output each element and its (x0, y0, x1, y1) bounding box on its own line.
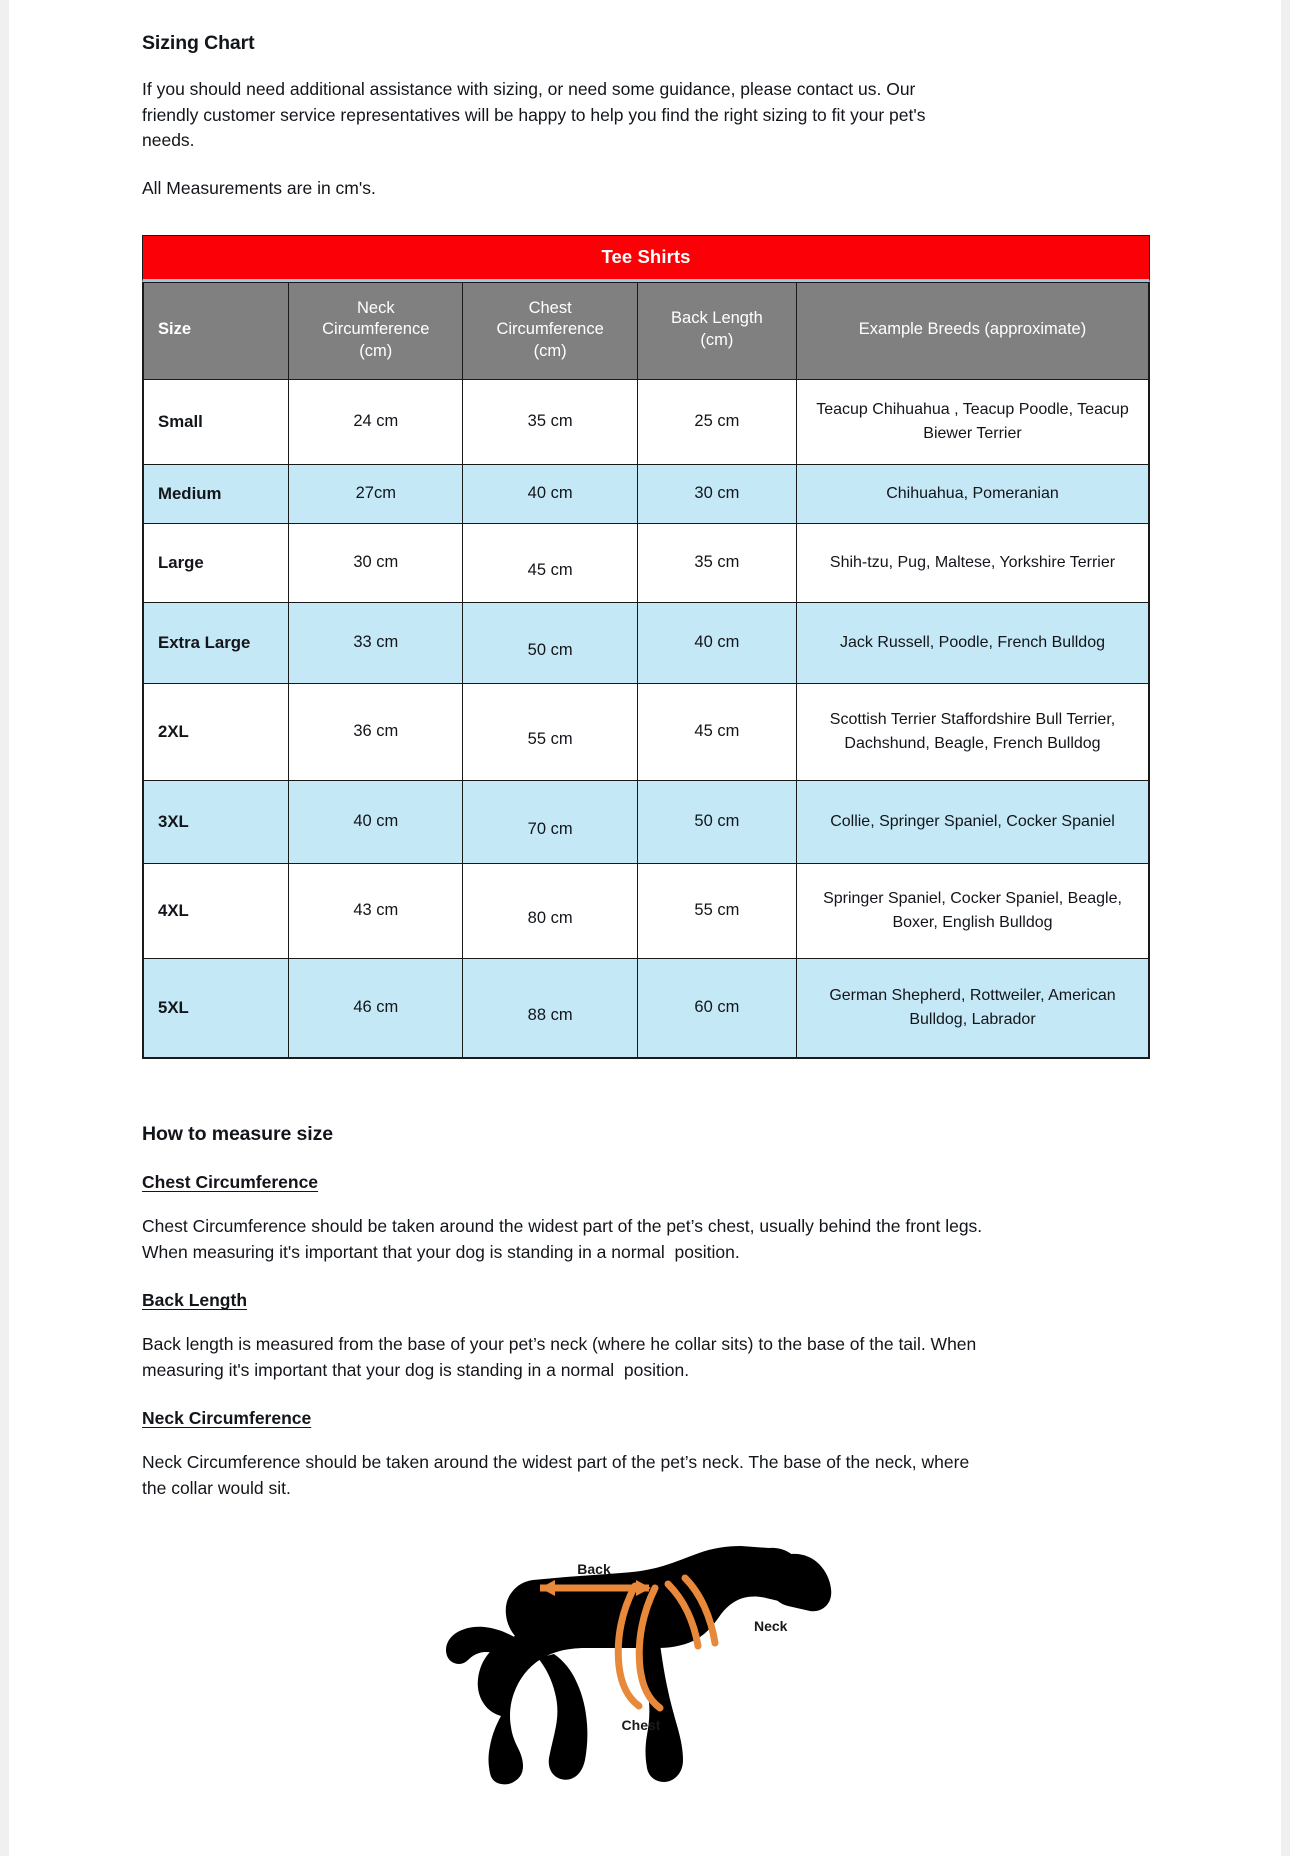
cell-chest: 88 cm (463, 959, 637, 1058)
sizing-table-wrap (142, 282, 1150, 1059)
column-header-neck-line1: Neck (356, 298, 395, 317)
cell-breeds: German Shepherd, Rottweiler, American Bulldog, Labrador (796, 959, 1148, 1058)
cell-neck: 40 cm (289, 781, 463, 864)
cell-breeds: Scottish Terrier Staffordshire Bull Terrier, Dachshund, Beagle, French Bulldog (796, 684, 1148, 781)
column-header-back-line2: (cm) (700, 331, 734, 350)
cell-neck: 46 cm (289, 959, 463, 1058)
table-header (144, 283, 1149, 380)
cell-neck: 36 cm (289, 684, 463, 781)
column-header-size: Size (144, 283, 289, 380)
cell-neck: 33 cm (289, 603, 463, 684)
section-heading-chest-label: Chest Circumference (142, 1172, 319, 1193)
cell-size: 4XL (144, 864, 289, 959)
section-heading-neck-label: Neck Circumference (142, 1408, 312, 1429)
diagram-label-chest: Chest (621, 1717, 661, 1734)
cell-size: Medium (144, 465, 289, 524)
cell-size: Extra Large (144, 603, 289, 684)
cell-size: 3XL (144, 781, 289, 864)
column-header-back-line1: Back Length (671, 309, 763, 328)
section-heading-back (142, 1290, 1150, 1311)
cell-back-length: 60 cm (637, 959, 796, 1058)
table-header-row (144, 283, 1149, 380)
cell-neck: 30 cm (289, 524, 463, 603)
column-header-chest (463, 283, 637, 380)
cell-size: Large (144, 524, 289, 603)
column-header-breeds: Example Breeds (approximate) (796, 283, 1148, 380)
table-row (144, 380, 1149, 465)
cell-back-length: 30 cm (637, 465, 796, 524)
column-header-neck-line3: (cm) (359, 342, 393, 361)
cell-breeds: Shih-tzu, Pug, Maltese, Yorkshire Terrier (796, 524, 1148, 603)
column-header-back-length (637, 283, 796, 380)
column-header-neck-line2: Circumference (322, 320, 430, 339)
diagram-label-neck: Neck (754, 1618, 788, 1635)
cell-chest: 35 cm (463, 380, 637, 465)
cell-back-length: 50 cm (637, 781, 796, 864)
cell-back-length: 35 cm (637, 524, 796, 603)
table-row (144, 864, 1149, 959)
cell-back-length: 25 cm (637, 380, 796, 465)
column-header-chest-line2: Circumference (496, 320, 604, 339)
cell-chest: 70 cm (463, 781, 637, 864)
sizing-table-container (142, 235, 1150, 1059)
section-body-back: Back length is measured from the base of your pet’s neck (where he collar sits) to the base of the tail. When measuring it's important that your dog is standing in a normal position. (142, 1334, 982, 1380)
cell-back-length: 40 cm (637, 603, 796, 684)
page-right-margin (1281, 0, 1290, 1856)
table-row (144, 684, 1149, 781)
cell-chest: 80 cm (463, 864, 637, 959)
how-to-measure-section (142, 1123, 1150, 1501)
column-header-chest-line1: Chest (528, 298, 572, 317)
section-body-neck: Neck Circumference should be taken around the widest part of the pet’s neck. The base of the neck, where the collar would sit. (142, 1452, 975, 1498)
table-row (144, 465, 1149, 524)
section-heading-neck (142, 1408, 1150, 1429)
cell-neck: 27cm (289, 465, 463, 524)
how-to-measure-title: How to measure size (142, 1123, 333, 1146)
cell-size: 5XL (144, 959, 289, 1058)
page-title: Sizing Chart (142, 32, 255, 54)
table-body (144, 380, 1149, 1058)
section-heading-back-label: Back Length (142, 1290, 248, 1311)
cell-chest: 55 cm (463, 684, 637, 781)
intro-paragraph: If you should need additional assistance with sizing, or need some guidance, please contact us. Our friendly customer service representatives will be happy to help you find the right sizing to fit your pet's needs. (142, 79, 926, 151)
cell-breeds: Collie, Springer Spaniel, Cocker Spaniel (796, 781, 1148, 864)
units-note: All Measurements are in cm's. (142, 177, 376, 198)
column-header-chest-line3: (cm) (533, 342, 567, 361)
cell-chest: 40 cm (463, 465, 637, 524)
section-heading-chest (142, 1172, 1150, 1193)
cell-breeds: Teacup Chihuahua , Teacup Poodle, Teacup Biewer Terrier (796, 380, 1148, 465)
column-header-neck (289, 283, 463, 380)
cell-breeds: Chihuahua, Pomeranian (796, 465, 1148, 524)
diagram-label-back: Back (577, 1561, 611, 1578)
table-row (144, 524, 1149, 603)
cell-breeds: Springer Spaniel, Cocker Spaniel, Beagle, Boxer, English Bulldog (796, 864, 1148, 959)
dog-measurement-diagram (142, 1526, 1150, 1856)
cell-size: 2XL (144, 684, 289, 781)
table-row (144, 781, 1149, 864)
table-row (144, 603, 1149, 684)
sizing-table (143, 282, 1149, 1058)
page-left-margin (0, 0, 9, 1856)
table-row (144, 959, 1149, 1058)
section-body-chest: Chest Circumference should be taken around the widest part of the pet’s chest, usually behind the front legs. When measuring it's important that your dog is standing in a normal position. (142, 1216, 988, 1262)
cell-chest: 50 cm (463, 603, 637, 684)
cell-back-length: 45 cm (637, 684, 796, 781)
cell-neck: 24 cm (289, 380, 463, 465)
cell-size: Small (144, 380, 289, 465)
cell-chest: 45 cm (463, 524, 637, 603)
cell-neck: 43 cm (289, 864, 463, 959)
dog-diagram-svg (436, 1526, 856, 1806)
cell-back-length: 55 cm (637, 864, 796, 959)
cell-breeds: Jack Russell, Poodle, French Bulldog (796, 603, 1148, 684)
table-banner: Tee Shirts (142, 235, 1150, 282)
